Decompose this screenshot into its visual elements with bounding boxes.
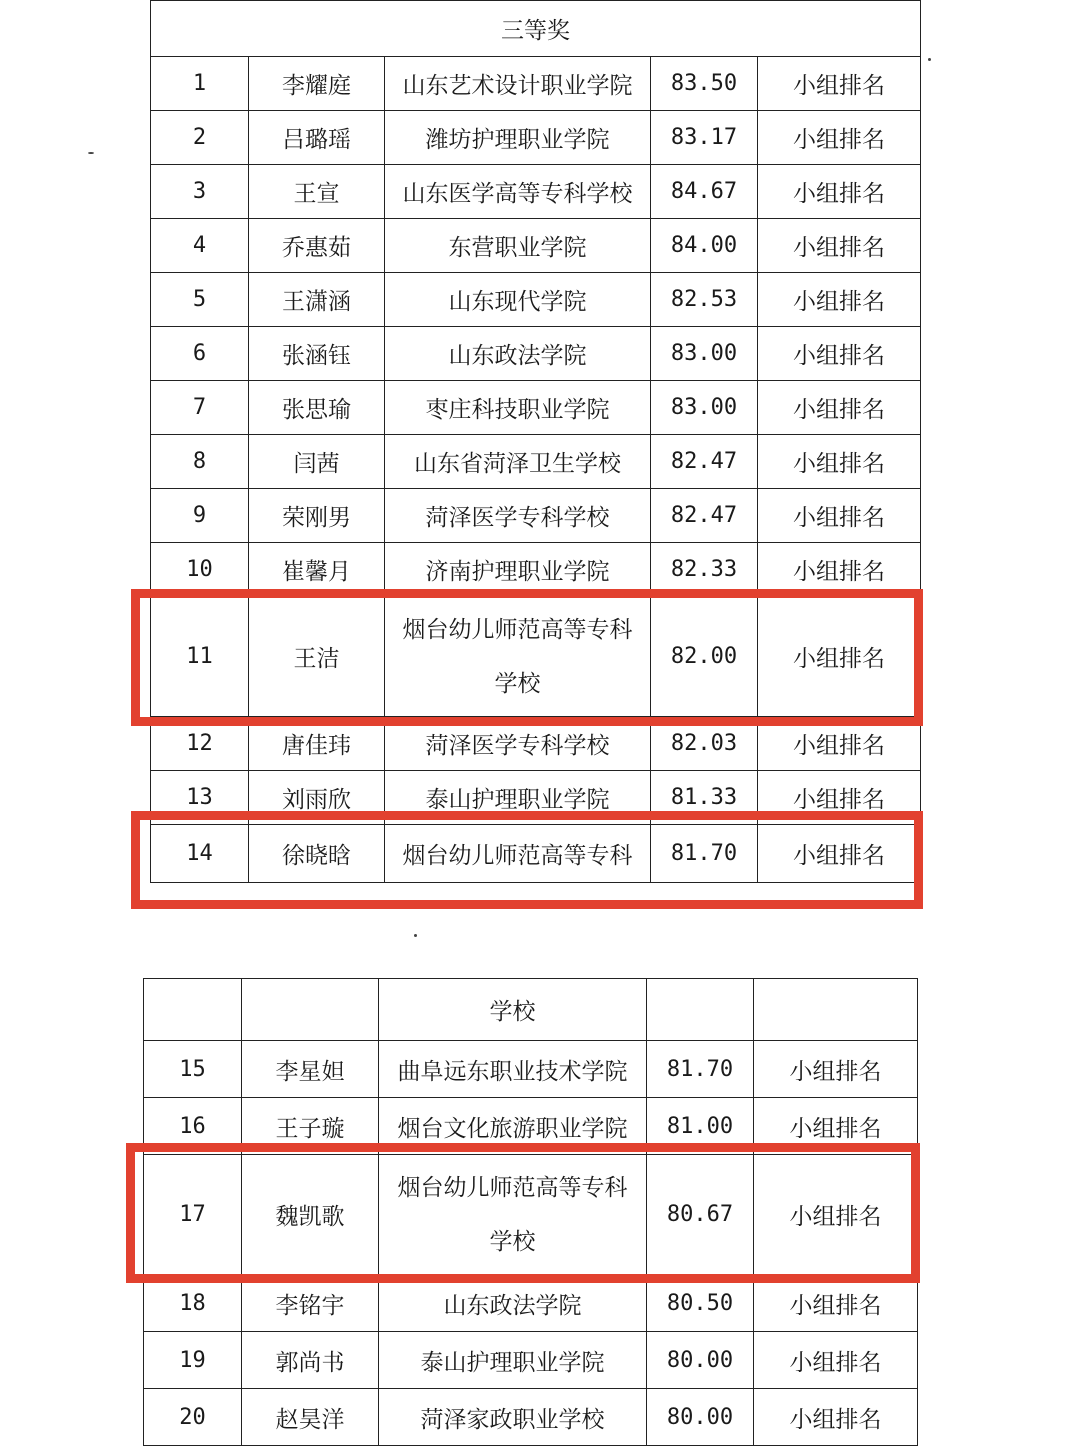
score-cell: 80.50 (647, 1275, 754, 1332)
score-cell: 84.00 (651, 219, 758, 273)
note-cell: 小组排名 (758, 219, 921, 273)
rank-cell: 8 (151, 435, 249, 489)
note-cell: 小组排名 (758, 597, 921, 717)
score-cell: 82.33 (651, 543, 758, 597)
note-cell: 小组排名 (758, 543, 921, 597)
school-cell: 泰山护理职业学院 (379, 1332, 647, 1389)
table-row-highlighted (151, 597, 921, 717)
award-table-page-2 (143, 978, 918, 1446)
rank-cell: 17 (144, 1155, 242, 1275)
name-cell: 赵昊洋 (242, 1389, 379, 1446)
school-cell: 山东政法学院 (385, 327, 651, 381)
name-cell: 唐佳玮 (249, 717, 385, 771)
table-row-highlighted (144, 1155, 918, 1275)
rank-cell: 12 (151, 717, 249, 771)
scan-speck (88, 152, 94, 154)
award-table-page-1 (150, 0, 921, 883)
rank-cell: 3 (151, 165, 249, 219)
rank-cell: 9 (151, 489, 249, 543)
note-cell: 小组排名 (758, 111, 921, 165)
score-cell: 83.50 (651, 57, 758, 111)
score-cell: 80.67 (647, 1155, 754, 1275)
table-row-highlighted (151, 825, 921, 883)
name-cell: 李星妲 (242, 1041, 379, 1098)
school-cell: 济南护理职业学院 (385, 543, 651, 597)
school-cell: 山东现代学院 (385, 273, 651, 327)
note-cell: 小组排名 (754, 1275, 918, 1332)
score-cell: 81.33 (651, 771, 758, 825)
note-cell: 小组排名 (754, 1389, 918, 1446)
name-cell: 闫茜 (249, 435, 385, 489)
school-line-2: 学校 (489, 1228, 536, 1255)
rank-cell: 14 (151, 825, 249, 883)
score-cell: 83.00 (651, 381, 758, 435)
table-row (151, 717, 921, 771)
school-cell: 山东医学高等专科学校 (385, 165, 651, 219)
school-cell-two-line (385, 597, 651, 717)
note-cell: 小组排名 (758, 327, 921, 381)
rank-cell: 19 (144, 1332, 242, 1389)
score-cell: 81.70 (651, 825, 758, 883)
empty-cell (754, 979, 918, 1041)
score-cell: 80.00 (647, 1332, 754, 1389)
table-row (151, 435, 921, 489)
name-cell: 张涵钰 (249, 327, 385, 381)
table-row (151, 543, 921, 597)
score-cell: 82.00 (651, 597, 758, 717)
name-cell: 吕璐瑶 (249, 111, 385, 165)
school-cell: 曲阜远东职业技术学院 (379, 1041, 647, 1098)
table-row (144, 1275, 918, 1332)
note-cell: 小组排名 (754, 1332, 918, 1389)
rank-cell: 1 (151, 57, 249, 111)
table-row (144, 1098, 918, 1155)
rank-cell: 10 (151, 543, 249, 597)
table-row (144, 1041, 918, 1098)
name-cell: 魏凯歌 (242, 1155, 379, 1275)
rank-cell: 5 (151, 273, 249, 327)
name-cell: 王潇涵 (249, 273, 385, 327)
score-cell: 83.17 (651, 111, 758, 165)
note-cell: 小组排名 (754, 1041, 918, 1098)
name-cell: 李铭宇 (242, 1275, 379, 1332)
name-cell: 郭尚书 (242, 1332, 379, 1389)
section-heading: 三等奖 (151, 1, 921, 57)
table-row (151, 489, 921, 543)
school-cell: 枣庄科技职业学院 (385, 381, 651, 435)
rank-cell: 7 (151, 381, 249, 435)
rank-cell: 4 (151, 219, 249, 273)
table-row (151, 165, 921, 219)
scan-speck (414, 934, 417, 937)
note-cell: 小组排名 (758, 165, 921, 219)
rank-cell: 15 (144, 1041, 242, 1098)
note-cell: 小组排名 (758, 717, 921, 771)
table-row (151, 771, 921, 825)
school-cell-two-line (379, 1155, 647, 1275)
table-row (144, 1332, 918, 1389)
table-row (151, 273, 921, 327)
table-row (151, 327, 921, 381)
school-cell: 烟台幼儿师范高等专科 (385, 825, 651, 883)
school-cell: 菏泽家政职业学校 (379, 1389, 647, 1446)
rank-cell: 20 (144, 1389, 242, 1446)
school-cell: 山东艺术设计职业学院 (385, 57, 651, 111)
name-cell: 王子璇 (242, 1098, 379, 1155)
note-cell: 小组排名 (758, 57, 921, 111)
table-row (151, 57, 921, 111)
name-cell: 王洁 (249, 597, 385, 717)
table-row (144, 1389, 918, 1446)
school-cell: 潍坊护理职业学院 (385, 111, 651, 165)
rank-cell: 2 (151, 111, 249, 165)
school-cell: 东营职业学院 (385, 219, 651, 273)
name-cell: 张思瑜 (249, 381, 385, 435)
rank-cell: 16 (144, 1098, 242, 1155)
name-cell: 王宣 (249, 165, 385, 219)
table-row (151, 381, 921, 435)
note-cell: 小组排名 (758, 381, 921, 435)
score-cell: 81.70 (647, 1041, 754, 1098)
rank-cell: 11 (151, 597, 249, 717)
school-cell: 菏泽医学专科学校 (385, 717, 651, 771)
school-continuation: 学校 (379, 979, 647, 1041)
empty-cell (144, 979, 242, 1041)
table-row (151, 111, 921, 165)
name-cell: 崔馨月 (249, 543, 385, 597)
name-cell: 李耀庭 (249, 57, 385, 111)
school-cell: 山东省菏泽卫生学校 (385, 435, 651, 489)
continuation-row (144, 979, 918, 1041)
score-cell: 82.47 (651, 489, 758, 543)
empty-cell (647, 979, 754, 1041)
school-cell: 山东政法学院 (379, 1275, 647, 1332)
school-line-1: 烟台幼儿师范高等专科 (402, 616, 633, 643)
school-line-1: 烟台幼儿师范高等专科 (397, 1174, 628, 1201)
school-cell: 菏泽医学专科学校 (385, 489, 651, 543)
score-cell: 80.00 (647, 1389, 754, 1446)
scan-speck (928, 58, 931, 61)
rank-cell: 6 (151, 327, 249, 381)
empty-cell (242, 979, 379, 1041)
score-cell: 81.00 (647, 1098, 754, 1155)
note-cell: 小组排名 (758, 825, 921, 883)
name-cell: 乔惠茹 (249, 219, 385, 273)
score-cell: 84.67 (651, 165, 758, 219)
school-line-2: 学校 (494, 670, 541, 697)
score-cell: 82.47 (651, 435, 758, 489)
score-cell: 82.53 (651, 273, 758, 327)
school-cell: 泰山护理职业学院 (385, 771, 651, 825)
name-cell: 荣刚男 (249, 489, 385, 543)
rank-cell: 13 (151, 771, 249, 825)
note-cell: 小组排名 (758, 273, 921, 327)
school-cell: 烟台文化旅游职业学院 (379, 1098, 647, 1155)
rank-cell: 18 (144, 1275, 242, 1332)
note-cell: 小组排名 (758, 489, 921, 543)
note-cell: 小组排名 (754, 1155, 918, 1275)
note-cell: 小组排名 (758, 771, 921, 825)
note-cell: 小组排名 (754, 1098, 918, 1155)
name-cell: 徐晓晗 (249, 825, 385, 883)
table-row (151, 219, 921, 273)
score-cell: 82.03 (651, 717, 758, 771)
note-cell: 小组排名 (758, 435, 921, 489)
score-cell: 83.00 (651, 327, 758, 381)
name-cell: 刘雨欣 (249, 771, 385, 825)
